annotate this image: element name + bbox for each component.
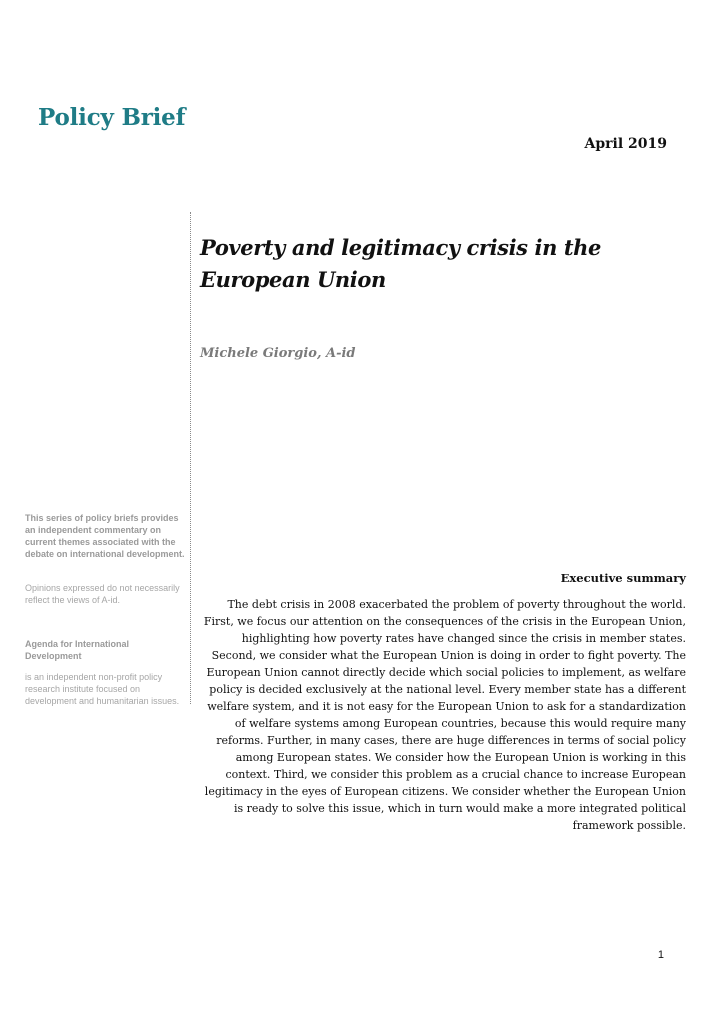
disclaimer-note: Opinions expressed do not necessarily reflect the views of A-id. — [25, 583, 180, 605]
executive-summary-heading: Executive summary — [560, 571, 686, 585]
publication-date: April 2019 — [584, 136, 667, 152]
document-title: Poverty and legitimacy crisis in the European Union — [200, 235, 601, 292]
executive-summary-body: The debt crisis in 2008 exacerbated the problem of poverty throughout the world. First, we focus our attention on the consequences of the crisis in the European Union, highlighting how poverty rates have changed since the crisis in member states. Second, we consider what the European Union is doing in order to fight poverty. The European Union cannot directly decide which social policies to implement, as welfare policy is decided exclusively at the national level. Every member state has a different welfare system, and it is not easy for the European Union to ask for a standardization of welfare systems among European countries, because this would require many reforms. Further, in many cases, there are huge differences in terms of social policy among European states. We consider how the European Union is working in this context. Third, we consider this problem as a crucial chance to increase European legitimacy in the eyes of European citizens. We consider whether the European Union is ready to solve this issue, which in turn would make a more integrated political framework possible. — [203, 598, 686, 832]
organization-name: Agenda for International Development — [25, 639, 130, 661]
vertical-divider — [190, 212, 191, 704]
author-line: Michele Giorgio, A-id — [200, 346, 356, 361]
series-note: This series of policy briefs provides an independent commentary on current themes associated with the debate on international development. — [25, 513, 185, 559]
policy-brief-label: Policy Brief — [38, 104, 186, 131]
organization-description: is an independent non-profit policy research institute focused on development and humanitarian issues. — [25, 672, 180, 706]
page-number: 1 — [657, 949, 664, 961]
